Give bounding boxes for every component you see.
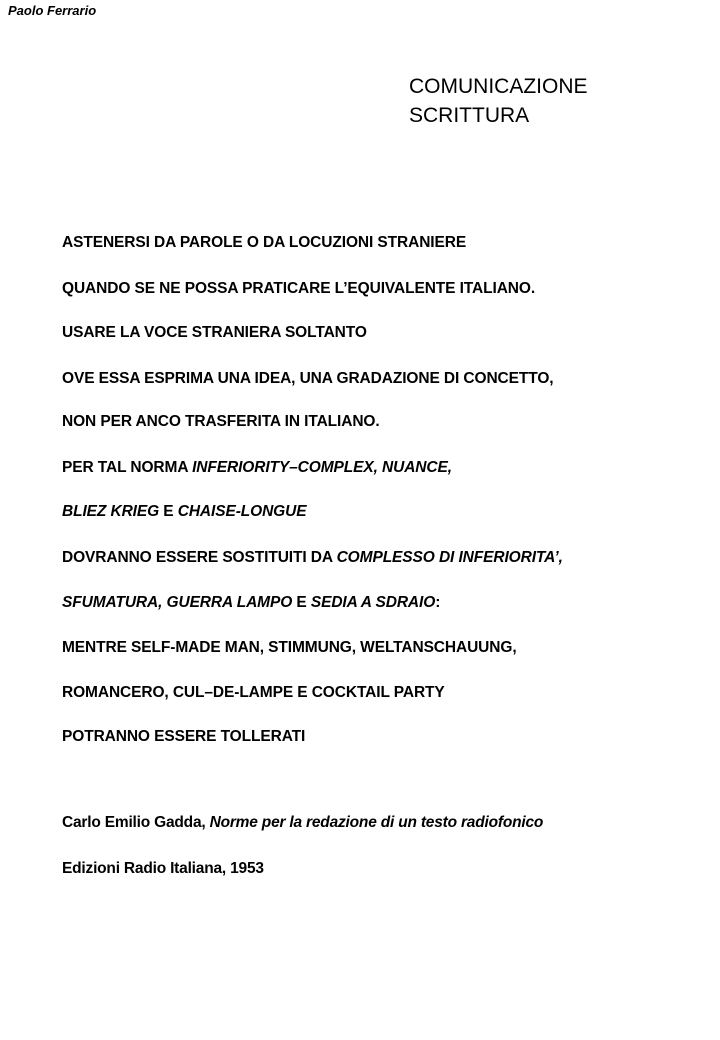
quote-text: QUANDO SE NE POSSA PRATICARE L’EQUIVALENTE ITALIANO.: [62, 280, 536, 297]
quote-line: [62, 458, 452, 478]
quote-italic-term: BLIEZ KRIEG: [62, 503, 160, 520]
quote-italic-term: SEDIA A SDRAIO: [310, 594, 436, 611]
citation-author: Carlo Emilio Gadda,: [62, 814, 210, 831]
quote-text: NON PER ANCO TRASFERITA IN ITALIANO.: [62, 413, 380, 430]
quote-text: DOVRANNO ESSERE SOSTITUITI DA: [62, 549, 337, 566]
quote-line: [62, 412, 380, 432]
citation-publisher-line: Edizioni Radio Italiana, 1953: [62, 860, 264, 877]
author-header: Paolo Ferrario: [8, 3, 97, 18]
citation-author-line: [62, 813, 543, 833]
citation-work-title: Norme per la redazione di un testo radiofonico: [209, 814, 544, 831]
quote-text: :: [435, 594, 441, 611]
quote-italic-term: COMPLESSO DI INFERIORITA’,: [336, 549, 563, 566]
title-line-1: COMUNICAZIONE: [409, 75, 588, 98]
title-line-2: SCRITTURA: [409, 104, 530, 127]
quote-line: [62, 233, 466, 253]
quote-line: [62, 727, 305, 747]
quote-text: ROMANCERO, CUL–DE-LAMPE E COCKTAIL PARTY: [62, 684, 445, 701]
quote-italic-term: INFERIORITY–COMPLEX, NUANCE,: [192, 459, 452, 476]
quote-text: MENTRE SELF-MADE MAN, STIMMUNG, WELTANSCHAUUNG,: [62, 639, 517, 656]
quote-text: OVE ESSA ESPRIMA UNA IDEA, UNA GRADAZIONE DI CONCETTO,: [62, 370, 554, 387]
quote-line: [62, 279, 535, 299]
quote-text: POTRANNO ESSERE TOLLERATI: [62, 728, 306, 745]
quote-line: [62, 638, 517, 658]
quote-text: E: [292, 594, 311, 611]
quote-line: [62, 323, 367, 343]
quote-line: [62, 683, 445, 703]
quote-text: E: [159, 503, 178, 520]
quote-text: USARE LA VOCE STRANIERA SOLTANTO: [62, 324, 367, 341]
quote-line: [62, 548, 563, 568]
page-title: [409, 72, 588, 130]
quote-italic-term: SFUMATURA, GUERRA LAMPO: [62, 594, 293, 611]
quote-text: ASTENERSI DA PAROLE O DA LOCUZIONI STRANIERE: [62, 234, 467, 251]
quote-line: [62, 369, 554, 389]
quote-line: [62, 593, 440, 613]
quote-text: PER TAL NORMA: [62, 459, 193, 476]
quote-line: [62, 502, 306, 522]
quote-italic-term: CHAISE-LONGUE: [177, 503, 307, 520]
